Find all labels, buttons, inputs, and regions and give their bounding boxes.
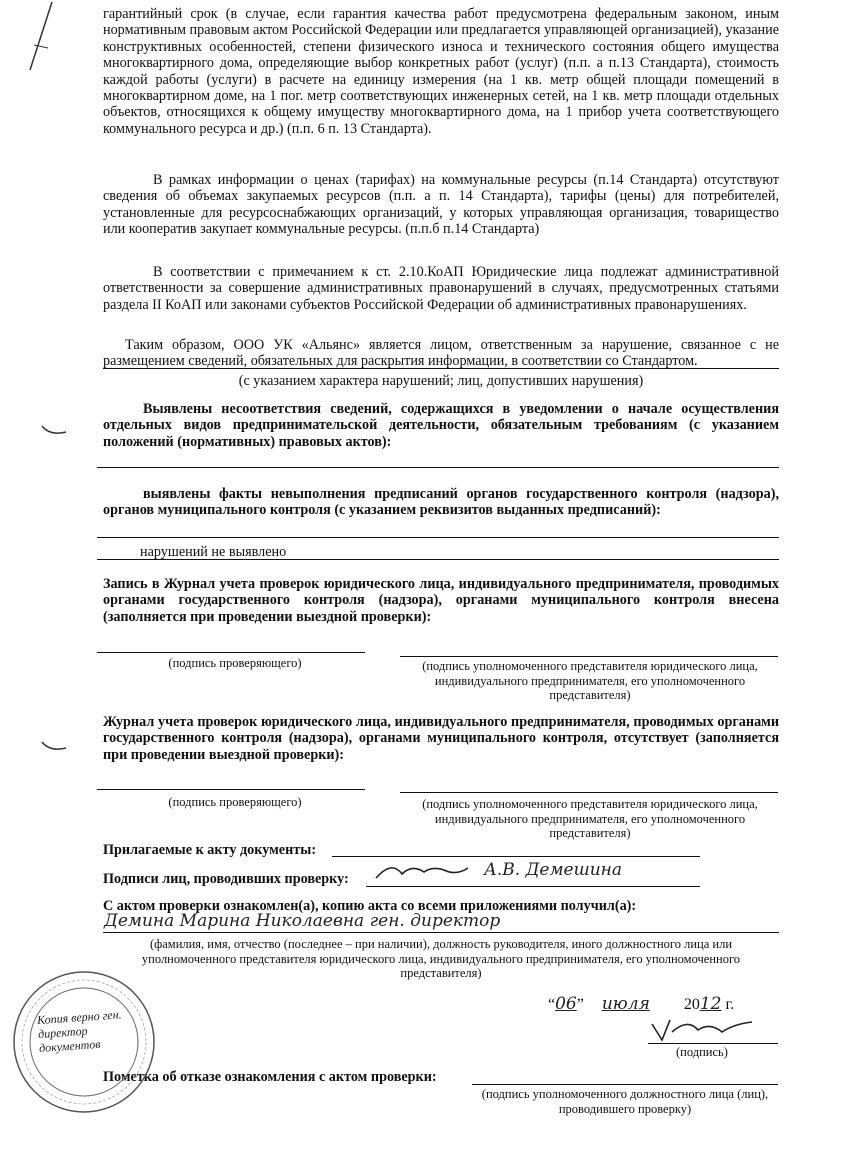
acquainted-label: С актом проверки ознакомлен(а), копию акта со всеми приложениями получил(а): <box>103 898 637 914</box>
date-day: 06 <box>555 994 577 1014</box>
acquainted-handwriting: Демина Марина Николаевна ген. директор <box>104 911 501 931</box>
refusal-label: Пометка об отказе ознакомления с актом проверки: <box>103 1069 437 1085</box>
date-open-quote: “ <box>548 996 556 1013</box>
margin-bracket-mark <box>40 424 70 438</box>
signature-caption: (подпись) <box>676 1045 728 1059</box>
date-month: июля <box>601 994 650 1014</box>
inspectors-signatures-label: Подписи лиц, проводивших проверку: <box>103 871 349 887</box>
conclusion-caption: (с указанием характера нарушений; лиц, допустивших нарушения) <box>238 373 644 389</box>
representative-signature-caption: (подпись уполномоченного представителя юридического лица, индивидуального предпринимателя, его уполномоченного представителя) <box>422 659 758 702</box>
date-close-quote: ” <box>576 996 584 1013</box>
paragraph-notification-discrepancies: Выявлены несоответствия сведений, содержащихся в уведомлении о начале осуществления отдельных видов предпринимательской деятельности, обязательным требованиям (с указанием положений (нормативных) правовых актов): <box>103 401 779 450</box>
recipient-signature-scribble <box>648 1014 758 1044</box>
signature-line <box>97 652 365 653</box>
signature-line <box>97 789 365 790</box>
stamp-text: Копия верно ген. директор документов <box>36 1007 122 1056</box>
date-year-prefix: 20 <box>683 996 700 1013</box>
date-year: 12 <box>699 994 722 1014</box>
inspector-signature-scribble <box>372 856 472 886</box>
acquainted-caption: (фамилия, имя, отчество (последнее – при наличии), должность руководителя, иного должностного лица или уполномоченного представителя юридического лица, индивидуального предпринимателя, его уполномоченного представителя) <box>141 937 741 980</box>
blank-line <box>97 559 779 560</box>
paragraph-journal-absent: Журнал учета проверок юридического лица, индивидуального предпринимателя, проводимых органами государственного контроля (надзора), органами муниципального контроля, отсутствует (заполняется при проведении выездной проверки): <box>103 714 779 763</box>
paragraph-conclusion: Таким образом, ООО УК «Альянс» является лицом, ответственным за нарушение, связанное с не размещением сведений, обязательных для раскрытия информации, в соответствии со Стандартом. <box>103 337 779 370</box>
paragraph-journal-entry: Запись в Журнал учета проверок юридического лица, индивидуального предпринимателя, проводимых органами государственного контроля (надзора), органами муниципального контроля внесена (заполняется при проведении выездной проверки): <box>103 576 779 625</box>
inspectors-signatures-line <box>366 886 700 887</box>
inspector-signature-caption: (подпись проверяющего) <box>168 795 302 809</box>
date-suffix: г. <box>725 996 735 1013</box>
margin-bracket-mark <box>40 740 70 754</box>
refusal-caption: (подпись уполномоченного должностного лица (лиц), проводившего проверку) <box>481 1087 769 1116</box>
inspector-signature-name: А.В. Демешина <box>484 860 623 880</box>
signature-line <box>400 792 778 793</box>
margin-pen-mark <box>22 0 62 80</box>
blank-line <box>97 537 779 538</box>
paragraph-warranty: гарантийный срок (в случае, если гарантия качества работ предусмотрена федеральным законом, иным нормативным правовым актом Российской Федерации или предлагается управляющей организацией), указание конструктивных особенностей, степени физического износа и технического состояния общего имущества многоквартирного дома, определяющие выбор конкретных работ (услуг) (п.п. а п.13 Стандарта), стоимость каждой работы (услуги) в расчете на единицу измерения (на 1 кв. метр общей площади помещений в многоквартирном доме, на 1 пог. метр соответствующих инженерных сетей, на 1 кв. метр площади отдельных объектов, относящихся к общему имуществу многоквартирного дома, на 1 прибор учета соответствующего коммунального ресурса и др.) (п.п. 6 п. 13 Стандарта). <box>103 6 779 137</box>
representative-signature-caption: (подпись уполномоченного представителя юридического лица, индивидуального предпринимателя, его уполномоченного представителя) <box>422 797 758 840</box>
signature-line <box>400 656 778 657</box>
underline <box>103 368 779 369</box>
refusal-line <box>472 1084 778 1085</box>
act-date <box>548 996 778 1013</box>
recipient-signature-line <box>648 1043 778 1044</box>
attached-documents-label: Прилагаемые к акту документы: <box>103 842 317 858</box>
acquainted-line <box>103 932 779 933</box>
paragraph-prescriptions: выявлены факты невыполнения предписаний органов государственного контроля (надзора), органов муниципального контроля (с указанием реквизитов выданных предписаний): <box>103 486 779 519</box>
inspector-signature-caption: (подпись проверяющего) <box>168 656 302 670</box>
blank-line <box>97 467 779 468</box>
prescriptions-value: нарушений не выявлено <box>140 544 287 560</box>
paragraph-koap: В соответствии с примечанием к ст. 2.10.КоАП Юридические лица подлежат административной ответственности за совершение административных правонарушений в случаях, предусмотренных статьями раздела II КоАП или законами субъектов Российской Федерации об административных правонарушениях. <box>103 264 779 313</box>
paragraph-tariffs: В рамках информации о ценах (тарифах) на коммунальные ресурсы (п.14 Стандарта) отсутствуют сведения об объемах закупаемых ресурсов (п.п. а п. 14 Стандарта), тарифы (цены) для потребителей, установленные для ресурсоснабжающих организаций, у которых управляющая организация, товарищество или кооператив закупает коммунальные ресурсы. (п.п.б п.14 Стандарта) <box>103 172 779 238</box>
